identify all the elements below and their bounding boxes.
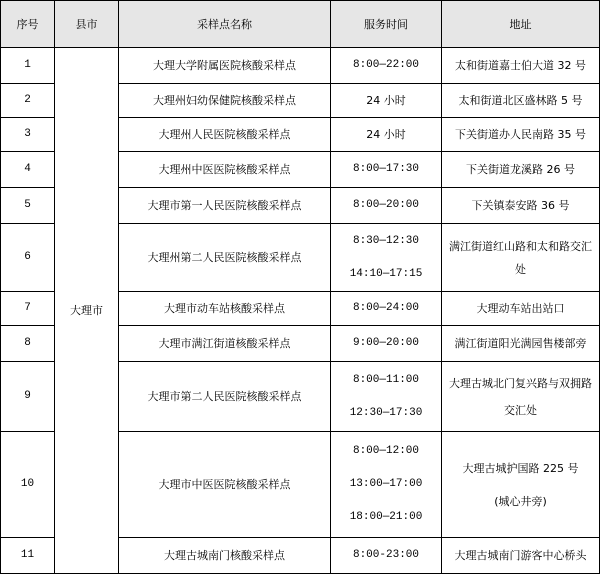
row-hours: 8:00-23:00 [331, 538, 442, 574]
address-line: (城心井旁) [494, 494, 547, 508]
hours-line: 12:30—17:30 [349, 406, 423, 419]
header-hours: 服务时间 [331, 1, 442, 48]
row-hours: 24 小时 [331, 118, 442, 152]
header-county: 县市 [55, 1, 119, 48]
row-name: 大理市第二人民医院核酸采样点 [119, 362, 331, 432]
county-cell: 大理市 [55, 48, 119, 574]
row-name: 大理市中医医院核酸采样点 [119, 432, 331, 538]
row-hours: 8:00—24:00 [331, 292, 442, 326]
row-hours: 9:00—20:00 [331, 326, 442, 362]
header-row [1, 1, 600, 48]
row-address: 满江街道阳光满园售楼部旁 [442, 326, 600, 362]
address-line: 大理古城护国路 225 号 [462, 461, 579, 475]
row-address: 大理古城南门游客中心桥头 [442, 538, 600, 574]
row-name: 大理市第一人民医院核酸采样点 [119, 188, 331, 224]
row-hours: 8:00—20:00 [331, 188, 442, 224]
header-seq: 序号 [1, 1, 55, 48]
address-line: 交汇处 [504, 403, 537, 417]
hours-line: 13:00—17:00 [349, 478, 423, 490]
row-name: 大理大学附属医院核酸采样点 [119, 48, 331, 84]
hours-line: 8:00—11:00 [352, 373, 419, 386]
header-address: 地址 [442, 1, 600, 48]
hours-line: 14:10—17:15 [349, 267, 423, 280]
row-address: 下关街道办人民南路 35 号 [442, 118, 600, 152]
row-seq: 5 [1, 188, 55, 224]
row-address [442, 432, 600, 538]
row-address: 下关镇泰安路 36 号 [442, 188, 600, 224]
row-address: 大理动车站出站口 [442, 292, 600, 326]
row-name: 大理古城南门核酸采样点 [119, 538, 331, 574]
row-seq: 4 [1, 152, 55, 188]
row-name: 大理州人民医院核酸采样点 [119, 118, 331, 152]
row-name: 大理市满江街道核酸采样点 [119, 326, 331, 362]
row-seq: 8 [1, 326, 55, 362]
row-seq: 2 [1, 84, 55, 118]
row-hours [331, 432, 442, 538]
row-address [442, 362, 600, 432]
row-seq: 10 [1, 432, 55, 538]
address-line: 满江街道红山路和太和路交汇 [449, 239, 592, 253]
row-seq: 6 [1, 224, 55, 292]
row-hours: 8:00—22:00 [331, 48, 442, 84]
hours-line: 8:30—12:30 [352, 234, 419, 247]
row-seq: 11 [1, 538, 55, 574]
row-address [442, 224, 600, 292]
row-hours [331, 224, 442, 292]
row-address: 太和街道嘉士伯大道 32 号 [442, 48, 600, 84]
table-row [1, 48, 600, 84]
header-name: 采样点名称 [119, 1, 331, 48]
row-hours [331, 362, 442, 432]
row-hours: 24 小时 [331, 84, 442, 118]
row-seq: 1 [1, 48, 55, 84]
address-line: 大理古城北门复兴路与双拥路 [449, 376, 592, 390]
row-name: 大理市动车站核酸采样点 [119, 292, 331, 326]
row-name: 大理州妇幼保健院核酸采样点 [119, 84, 331, 118]
address-line: 处 [515, 262, 526, 276]
hours-line: 8:00—12:00 [352, 445, 419, 457]
row-address: 下关街道龙溪路 26 号 [442, 152, 600, 188]
row-name: 大理州中医医院核酸采样点 [119, 152, 331, 188]
hours-line: 18:00—21:00 [349, 511, 423, 523]
row-address: 太和街道北区盛林路 5 号 [442, 84, 600, 118]
row-seq: 7 [1, 292, 55, 326]
row-name: 大理州第二人民医院核酸采样点 [119, 224, 331, 292]
row-seq: 3 [1, 118, 55, 152]
row-seq: 9 [1, 362, 55, 432]
row-hours: 8:00—17:30 [331, 152, 442, 188]
